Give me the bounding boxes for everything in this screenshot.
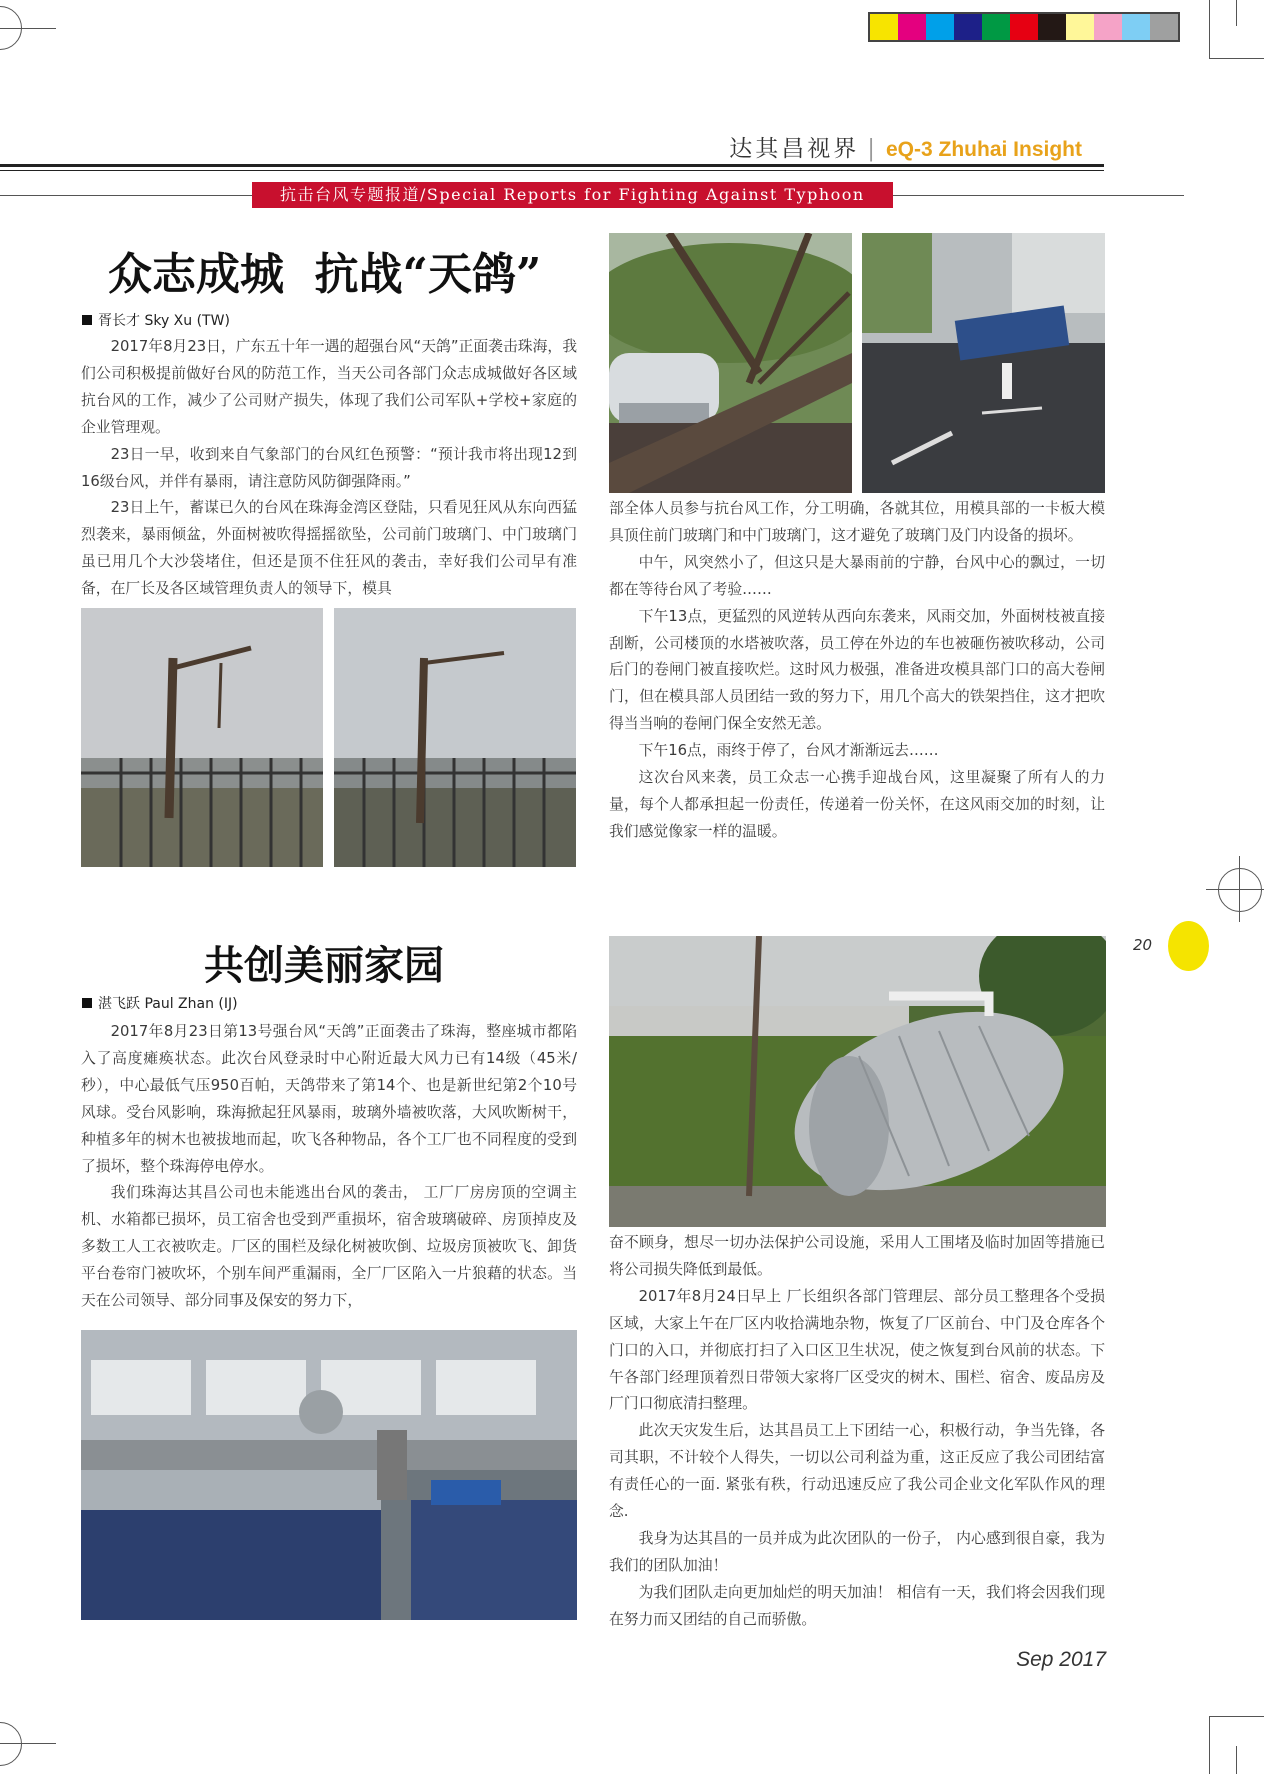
byline-square-icon [82, 315, 92, 325]
article2-col-left [81, 1019, 577, 1315]
paragraph: 部全体人员参与抗台风工作，分工明确，各就其位，用模具部的一卡板大模具顶住前门玻璃门和中门玻璃门，这才避免了玻璃门及门内设备的损坏。 [609, 500, 1105, 544]
paragraph: 23日上午，蓄谋已久的台风在珠海金湾区登陆，只看见狂风从东向西猛烈袭来，暴雨倾盆，外面树被吹得摇摇欲坠，公司前门玻璃门、中门玻璃门虽已用几个大沙袋堵住，但还是顶不住狂风的袭击，幸好我们公司早有准备，在厂长及各区域管理负责人的领导下，模具 [81, 499, 577, 598]
paragraph: 23日一早，收到来自气象部门的台风红色预警：“预计我市将出现12到16级台风，并伴有暴雨，请注意防风防御强降雨。” [81, 445, 577, 490]
header-rule-thin [0, 170, 1104, 171]
magazine-name-cn: 达其昌视界 [729, 136, 860, 162]
folio-dot [1168, 921, 1209, 971]
registration-mark-right-h [1206, 889, 1264, 890]
byline-square-icon [82, 998, 92, 1008]
photo-fallen-tree-on-car [609, 233, 852, 493]
photo-flooded-workshop [81, 1330, 577, 1620]
header-rule-thick [0, 164, 1104, 167]
registration-mark-bottom-left [0, 1722, 22, 1766]
photo-overturned-truck [862, 233, 1105, 493]
article1-col-right [609, 496, 1105, 846]
color-swatch [982, 14, 1010, 40]
crop-mark-bottom-right-v2 [1236, 1746, 1237, 1774]
paragraph: 我身为达其昌的一员并成为此次团队的一份子， 内心感到很自豪，我为我们的团队加油！ [609, 1529, 1105, 1574]
paragraph: 下午13点，更猛烈的风逆转从西向东袭来，风雨交加，外面树枝被直接刮断，公司楼顶的水塔被吹落，员工停在外边的车也被砸伤被吹移动，公司后门的卷闸门被直接吹烂。这时风力极强，准备进攻模具部门口的高大卷闸门，但在模具部人员团结一致的努力下，用几个高大的铁架挡住，这才把吹得当当响的卷闸门保全安然无恙。 [609, 607, 1105, 733]
photo-fallen-water-tank [609, 936, 1106, 1227]
header-separator: | [867, 136, 878, 162]
color-swatch [954, 14, 982, 40]
paragraph: 2017年8月23日第13号强台风“天鸽”正面袭击了珠海，整座城市都陷入了高度瘫痪状态。此次台风登录时中心附近最大风力已有14级（45米/秒），中心最低气压950百帕，天鸽带来了第14个、也是新世纪第2个10号风球。受台风影响，珠海掀起狂风暴雨，玻璃外墙被吹落，大风吹断树干，种植多年的树木也被拔地而起，吹飞各种物品，各个工厂也不同程度的受到了损坏，整个珠海停电停水。 [81, 1023, 577, 1175]
crop-mark-top-right-v [1209, 0, 1210, 58]
color-swatch [1122, 14, 1150, 40]
registration-mark-top-left [0, 6, 22, 50]
color-swatch [1094, 14, 1122, 40]
article2-title: 共创美丽家园 [204, 942, 444, 989]
article2-author: 湛飞跃 Paul Zhan (IJ) [98, 996, 238, 1012]
color-swatch [1010, 14, 1038, 40]
article1-author: 胥长才 Sky Xu (TW) [98, 313, 230, 329]
color-swatch [1038, 14, 1066, 40]
registration-mark-right-v [1239, 856, 1240, 922]
color-swatch [1150, 14, 1178, 40]
photo-broken-tree-fence-1 [81, 608, 323, 867]
article1-title: 众志成城 抗战“天鸽” [108, 249, 542, 300]
paragraph: 奋不顾身，想尽一切办法保护公司设施，采用人工围堵及临时加固等措施已将公司损失降低到最低。 [609, 1234, 1105, 1278]
issue-date: Sep 2017 [1016, 1648, 1106, 1671]
color-swatch [1066, 14, 1094, 40]
article1-byline [82, 310, 230, 330]
color-swatch [870, 14, 898, 40]
crop-mark-top-right-v2 [1236, 0, 1237, 26]
paragraph: 这次台风来袭，员工众志一心携手迎战台风，这里凝聚了所有人的力量，每个人都承担起一份责任，传递着一份关怀，在这风雨交加的时刻，让我们感觉像家一样的温暖。 [609, 769, 1105, 840]
article2-byline [82, 993, 238, 1013]
color-calibration-bar [868, 12, 1180, 42]
paragraph: 此次天灾发生后，达其昌员工上下团结一心，积极行动，争当先锋，各司其职，不计较个人得失，一切以公司利益为重，这正反应了我公司团结富有责任心的一面. 紧张有秩，行动迅速反应了我公司企业文化军队作风的理念. [609, 1422, 1105, 1521]
crop-mark-bottom-right-v [1209, 1716, 1210, 1774]
paragraph: 为我们团队走向更加灿烂的明天加油！ 相信有一天，我们将会因我们现在努力而又团结的自己而骄傲。 [609, 1583, 1105, 1628]
paragraph: 2017年8月23日，广东五十年一遇的超强台风“天鸽”正面袭击珠海，我们公司积极提前做好台风的防范工作，当天公司各部门众志成城做好各区域抗台风的工作，减少了公司财产损失，体现了我们公司军队+学校+家庭的企业管理观。 [81, 338, 577, 436]
paragraph: 我们珠海达其昌公司也未能逃出台风的袭击， 工厂厂房房顶的空调主机、水箱都已损坏，员工宿舍也受到严重损坏，宿舍玻璃破碎、房顶掉皮及多数工人工衣被吹走。厂区的围栏及绿化树被吹倒、垃圾房顶被吹飞、卸货平台卷帘门被吹坏，个别车间严重漏雨，全厂厂区陷入一片狼藉的状态。当天在公司领导、部分同事及保安的努力下， [81, 1184, 577, 1310]
color-swatch [898, 14, 926, 40]
paragraph: 下午16点，雨终于停了，台风才渐渐远去…… [638, 742, 939, 760]
article2-col-right [609, 1230, 1105, 1634]
registration-mark-right [1218, 868, 1262, 912]
magazine-name-en: eQ-3 Zhuhai Insight [885, 138, 1082, 161]
paragraph: 2017年8月24日早上 厂长组织各部门管理层、部分员工整理各个受损区域，大家上午在厂区内收拾满地杂物，恢复了厂区前台、中门及仓库各个门口的入口，并彻底打扫了入口区卫生状况，使之恢复到台风前的状态。下午各部门经理顶着烈日带领大家将厂区受灾的树木、围栏、宿舍、废品房及厂门口彻底清扫整理。 [609, 1287, 1105, 1413]
color-swatch [926, 14, 954, 40]
crop-mark-bottom-right-h [1209, 1716, 1264, 1717]
photo-broken-tree-fence-2 [334, 608, 576, 867]
paragraph: 中午，风突然小了，但这只是大暴雨前的宁静，台风中心的飘过，一切都在等待台风了考验…… [609, 553, 1105, 598]
crop-mark-top-right-h [1209, 58, 1264, 59]
crop-mark-bottom-left-h [0, 1743, 56, 1744]
article1-col-left [81, 334, 577, 603]
section-banner: 抗击台风专题报道/Special Reports for Fighting Against Typhoon [252, 182, 893, 208]
magazine-header [729, 130, 1082, 163]
page-number: 20 [1133, 936, 1153, 954]
